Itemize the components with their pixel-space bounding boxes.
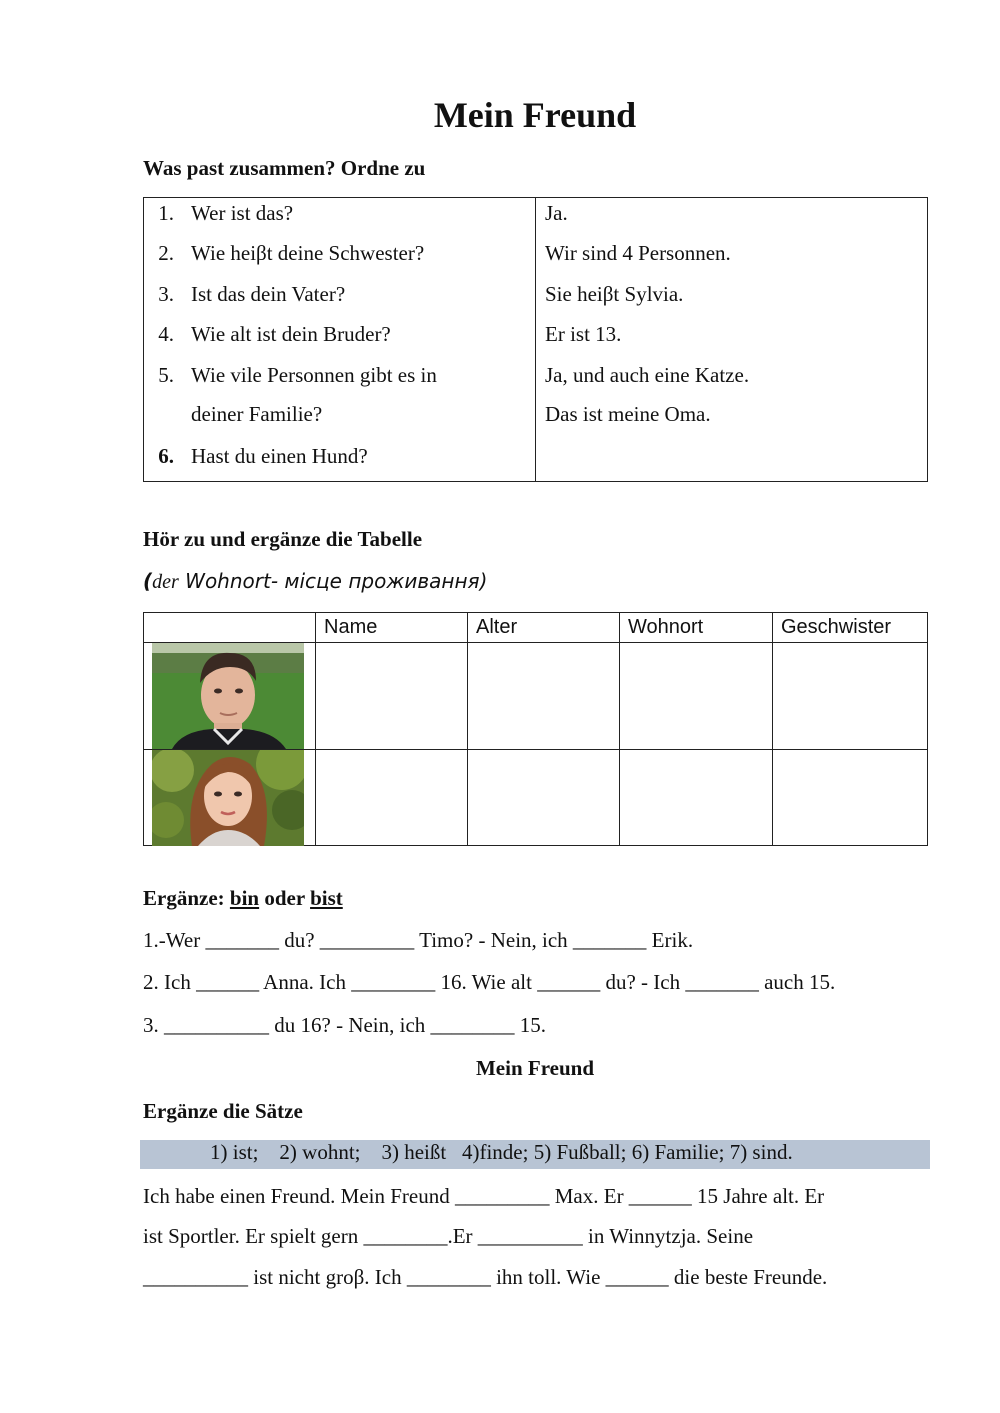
answer-2: Wir sind 4 Personnen.: [545, 241, 731, 265]
word-bank: [140, 1140, 930, 1169]
question-number: 3.: [158, 282, 174, 306]
section3-heading: [143, 886, 343, 911]
paren-open: (: [143, 569, 153, 593]
section4-heading: Ergänze die Sätze: [143, 1099, 303, 1123]
grid-line: [772, 613, 773, 845]
table-divider: [535, 198, 536, 481]
answer-5: Ja, und auch eine Katze.: [545, 363, 750, 387]
section2-subtitle: [143, 569, 487, 594]
question-text: Hast du einen Hund?: [191, 444, 368, 468]
exercise-line-1: 1.-Wer _______ du? _________ Timo? - Nein, ich _______ Erik.: [143, 928, 694, 952]
word-bin: bin: [229, 886, 260, 910]
column-header-alter: Alter: [476, 616, 518, 638]
column-header-geschwister: Geschwister: [781, 616, 892, 638]
answer-4: Er ist 13.: [545, 322, 622, 346]
girl-photo: [152, 750, 304, 846]
question-text: deiner Familie?: [191, 402, 323, 426]
heading-prefix: Ergänze:: [143, 886, 230, 910]
section2-heading: Hör zu und ergänze die Tabelle: [143, 527, 423, 551]
text-line-3: __________ ist nicht groβ. Ich ________ ihn toll. Wie ______ die beste Freunde.: [143, 1265, 828, 1289]
matching-table: [143, 197, 928, 482]
text-line-2: ist Sportler. Er spielt gern ________.Er __________ in Winnytzja. Seine: [143, 1224, 754, 1248]
grid-line: [315, 613, 316, 845]
heading-mid: oder: [259, 886, 311, 910]
question-number: 5.: [158, 363, 174, 387]
question-number: 6.: [158, 444, 174, 468]
section4-title: Mein Freund: [475, 1056, 595, 1080]
question-number: 2.: [158, 241, 174, 265]
question-text: Wer ist das?: [191, 201, 294, 225]
exercise-line-2: 2. Ich ______ Anna. Ich ________ 16. Wie alt ______ du? - Ich _______ auch 15.: [143, 970, 836, 994]
subtitle-rest: Wohnort- місце проживання): [178, 569, 488, 593]
section1-heading: Was past zusammen? Ordne zu: [143, 156, 426, 180]
text-line-1: Ich habe einen Freund. Mein Freund _________ Max. Er ______ 15 Jahre alt. Er: [143, 1184, 825, 1208]
answer-1: Ja.: [545, 201, 568, 225]
listening-table: [143, 612, 928, 846]
exercise-line-3: 3. __________ du 16? - Nein, ich ________ 15.: [143, 1013, 547, 1037]
page-title: Mein Freund: [433, 95, 637, 135]
grid-line: [467, 613, 468, 845]
column-header-wohnort: Wohnort: [628, 616, 704, 638]
subtitle-der: der: [152, 571, 179, 593]
column-header-name: Name: [324, 616, 378, 638]
answer-6: Das ist meine Oma.: [545, 402, 711, 426]
question-text: Wie alt ist dein Bruder?: [191, 322, 391, 346]
question-number: 4.: [158, 322, 174, 346]
question-text: Wie vile Personnen gibt es in: [191, 363, 437, 387]
question-text: Ist das dein Vater?: [191, 282, 346, 306]
grid-line: [619, 613, 620, 845]
boy-photo: [152, 643, 304, 749]
answer-3: Sie heiβt Sylvia.: [545, 282, 684, 306]
word-bist: bist: [310, 886, 343, 910]
question-number: 1.: [158, 201, 174, 225]
word-bank-text: 1) ist; 2) wohnt; 3) heißt 4)finde; 5) Fußball; 6) Familie; 7) sind.: [210, 1140, 793, 1164]
question-text: Wie heiβt deine Schwester?: [191, 241, 425, 265]
